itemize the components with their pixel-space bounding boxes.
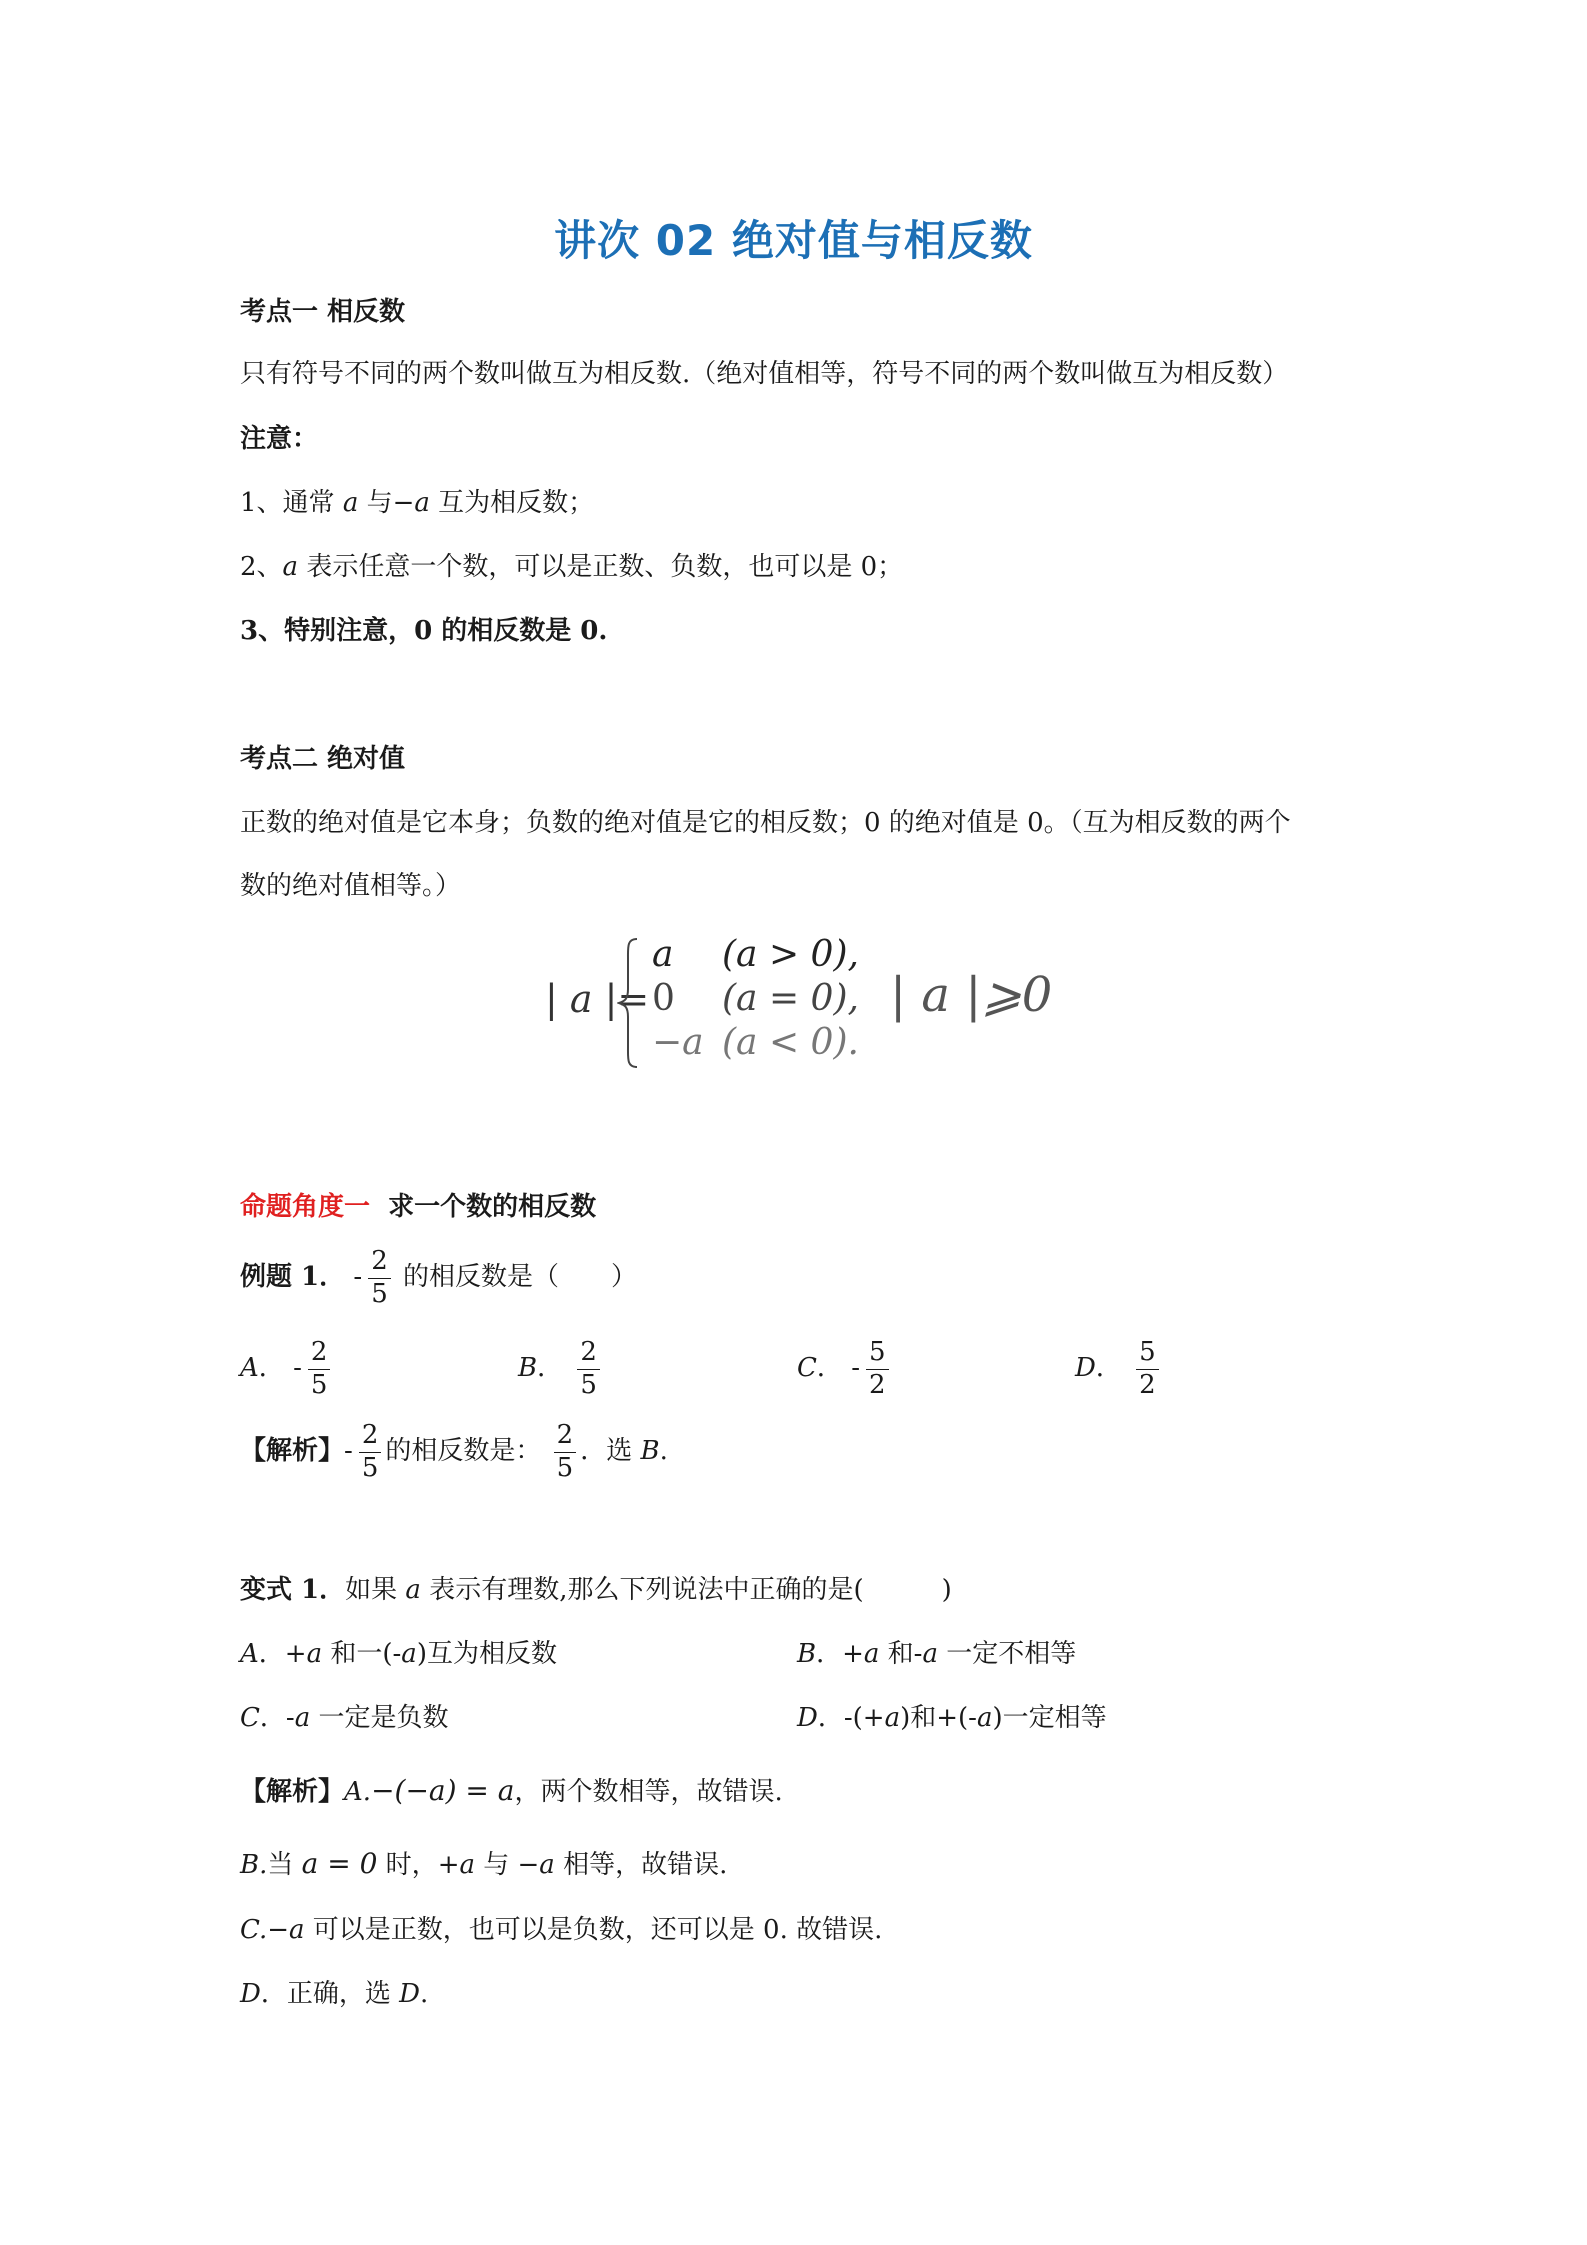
example1-analysis: 【解析】- $\frac{2}{5}$ 的相反数是： $\frac{2}{5}$ ．选 B. [240,1420,668,1483]
left-brace-icon [617,937,639,1069]
formula-case-zero: 0 (a = 0), [652,978,859,1019]
example1-question: 例题 1． - $\frac{2}{5}$ 的相反数是（ ） [240,1246,638,1309]
note-label: 注意： [240,424,319,454]
variant1-question: 变式 1．如果 a 表示有理数,那么下列说法中正确的是( ) [240,1575,952,1605]
formula-lhs: | a |= [545,977,650,1021]
example1-option-a: A． - $\frac{2}{5}$ [240,1328,334,1408]
page-title: 讲次 02 绝对值与相反数 [554,216,1033,265]
example1-option-b: B． $\frac{2}{5}$ [518,1328,604,1408]
section2-definition-line2: 数的绝对值相等。） [240,871,462,901]
variant1-option-c: C．-a 一定是负数 [240,1703,449,1733]
angle-heading: 命题角度一 求一个数的相反数 [240,1192,597,1222]
fraction: $\frac{2}{5}$ [368,1248,391,1308]
example1-option-c: C． - $\frac{5}{2}$ [797,1328,893,1408]
formula-case-negative: −a (a < 0). [652,1022,859,1063]
variant1-option-d: D．-(+a)和+(-a)一定相等 [797,1703,1107,1733]
example1-option-d: D． $\frac{5}{2}$ [1075,1328,1163,1408]
section2-definition-line1: 正数的绝对值是它本身；负数的绝对值是它的相反数；0 的绝对值是 0。（互为相反数的两个 [240,808,1291,838]
variant1-analysis-c: C.−a 可以是正数，也可以是负数，还可以是 0. 故错误. [240,1915,883,1945]
variant1-option-b: B．+a 和-a 一定不相等 [797,1639,1077,1669]
formula-case-positive: a (a > 0), [652,934,859,975]
variant1-option-a: A．+a 和一(-a)互为相反数 [240,1639,557,1669]
section1-heading: 考点一 相反数 [240,297,406,327]
formula-nonnegative: | a |⩾0 [890,967,1053,1023]
note-item-1: 1、通常 a 与−a 互为相反数； [240,488,595,518]
note-item-2: 2、a 表示任意一个数，可以是正数、负数，也可以是 0； [240,552,904,582]
note-item-3: 3、特别注意，0 的相反数是 0. [240,616,608,646]
absolute-value-formula [545,935,1065,1070]
section2-heading: 考点二 绝对值 [240,744,406,774]
section1-definition: 只有符号不同的两个数叫做互为相反数.（绝对值相等，符号不同的两个数叫做互为相反数） [240,359,1289,389]
variant1-analysis-a: 【解析】A.−(−a) = a，两个数相等，故错误. [240,1774,783,1807]
variant1-analysis-d: D．正确，选 D. [240,1979,429,2009]
variant1-analysis-b: B.当 a = 0 时，+a 与 −a 相等，故错误. [240,1847,728,1880]
